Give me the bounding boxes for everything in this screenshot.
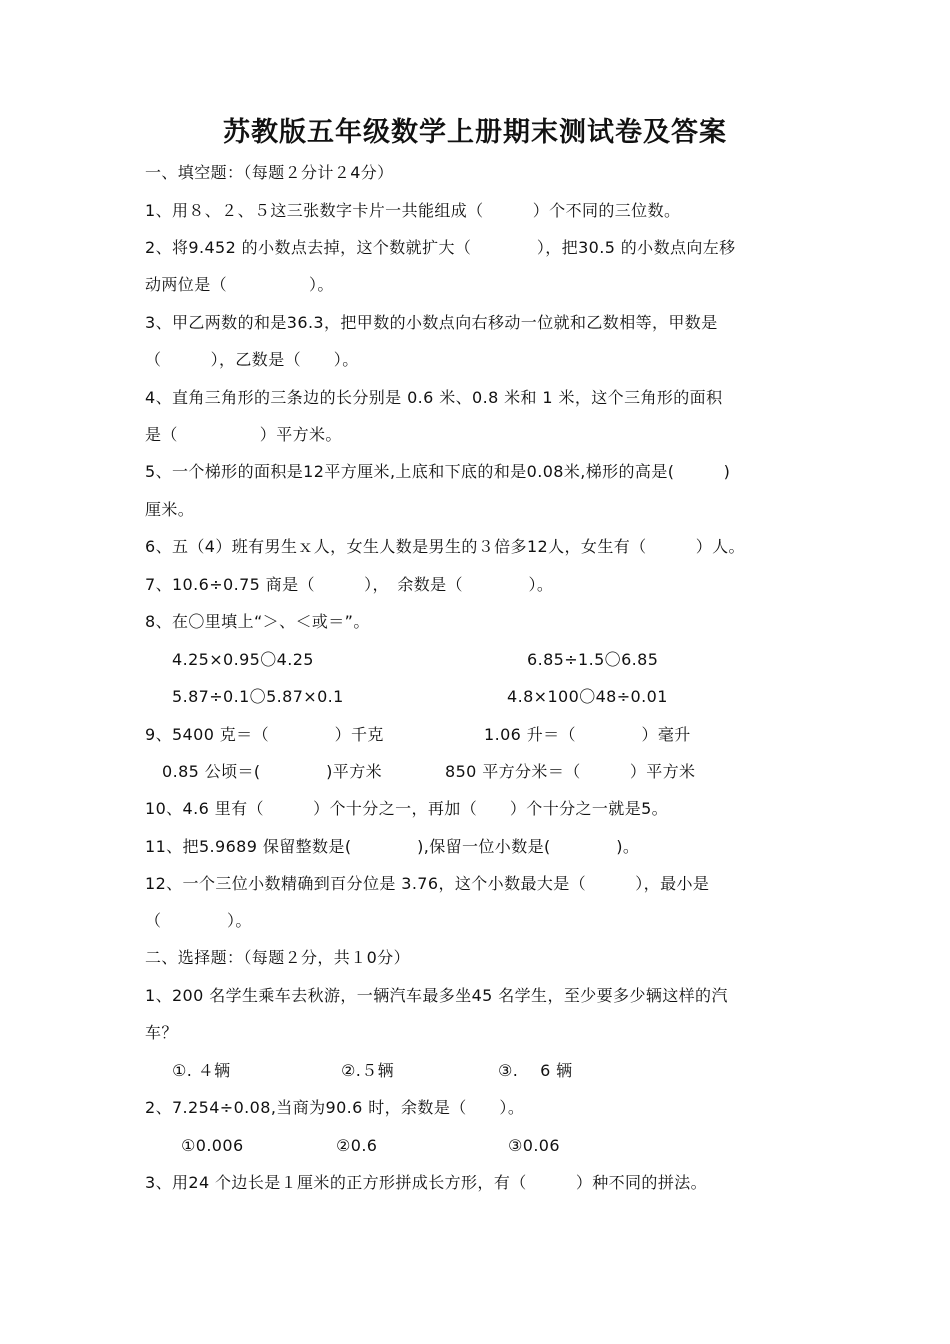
question-1-1: 1、用８、２、５这三张数字卡片一共能组成（ ）个不同的三位数。 [145, 201, 681, 220]
question-1-9-item-b: 1.06 升＝（ ）毫升 [484, 725, 691, 744]
question-1-8-item-d: 4.8×100〇48÷0.01 [507, 687, 668, 706]
question-1-3-line1: 3、甲乙两数的和是36.3，把甲数的小数点向右移动一位就和乙数相等，甲数是 [145, 313, 718, 332]
question-1-7: 7、10.6÷0.75 商是（ ）， 余数是（ ）。 [145, 575, 554, 594]
question-1-6: 6、五（4）班有男生ｘ人，女生人数是男生的３倍多12人，女生有（ ）人。 [145, 537, 745, 556]
question-1-5-line2: 厘米。 [145, 500, 195, 519]
question-1-3-line2: （ ），乙数是（ ）。 [145, 350, 359, 369]
question-1-12-line2: （ ）。 [145, 911, 252, 930]
question-1-8-item-c: 5.87÷0.1〇5.87×0.1 [172, 687, 344, 706]
question-1-10: 10、4.6 里有（ ）个十分之一，再加（ ）个十分之一就是5。 [145, 799, 669, 818]
question-1-8-item-b: 6.85÷1.5〇6.85 [527, 650, 659, 669]
question-2-1-option-3: ③. 6 辆 [498, 1061, 573, 1080]
question-1-9-item-a: 9、5400 克＝（ ）千克 [145, 725, 384, 744]
section2-heading: 二、选择题：（每题２分，共１0分） [145, 948, 410, 967]
question-2-1-option-1: ①. ４辆 [172, 1061, 231, 1080]
question-2-2: 2、7.254÷0.08,当商为90.6 时，余数是（ ）。 [145, 1098, 525, 1117]
question-1-5-line1: 5、一个梯形的面积是12平方厘米,上底和下底的和是0.08米,梯形的高是( ) [145, 462, 731, 481]
question-1-4-line1: 4、直角三角形的三条边的长分别是 0.6 米、0.8 米和 1 米，这个三角形的面积 [145, 388, 723, 407]
question-2-1-option-2: ②.５辆 [341, 1061, 395, 1080]
question-1-4-line2: 是（ ）平方米。 [145, 425, 342, 444]
question-1-12-line1: 12、一个三位小数精确到百分位是 3.76，这个小数最大是（ ），最小是 [145, 874, 710, 893]
question-2-1-line2: 车？ [145, 1023, 178, 1042]
question-2-1-line1: 1、200 名学生乘车去秋游，一辆汽车最多坐45 名学生，至少要多少辆这样的汽 [145, 986, 728, 1005]
question-2-2-option-3: ③0.06 [508, 1136, 560, 1155]
question-1-11: 11、把5.9689 保留整数是( ),保留一位小数是( )。 [145, 837, 640, 856]
question-1-8-item-a: 4.25×0.95〇4.25 [172, 650, 314, 669]
question-2-2-option-2: ②0.6 [336, 1136, 378, 1155]
question-1-2-line2: 动两位是（ ）。 [145, 275, 334, 294]
question-2-3: 3、用24 个边长是１厘米的正方形拼成长方形，有（ ）种不同的拼法。 [145, 1173, 708, 1192]
question-1-9-item-c: 0.85 公顷＝( )平方米 [162, 762, 382, 781]
question-1-8: 8、在〇里填上“＞、＜或＝”。 [145, 612, 370, 631]
question-1-9-item-d: 850 平方分米＝（ ）平方米 [445, 762, 696, 781]
section1-heading: 一、填空题：（每题２分计２4分） [145, 163, 394, 182]
question-2-2-option-1: ①0.006 [181, 1136, 244, 1155]
question-1-2-line1: 2、将9.452 的小数点去掉，这个数就扩大（ ），把30.5 的小数点向左移 [145, 238, 736, 257]
exam-title: 苏教版五年级数学上册期末测试卷及答案 [223, 117, 727, 148]
